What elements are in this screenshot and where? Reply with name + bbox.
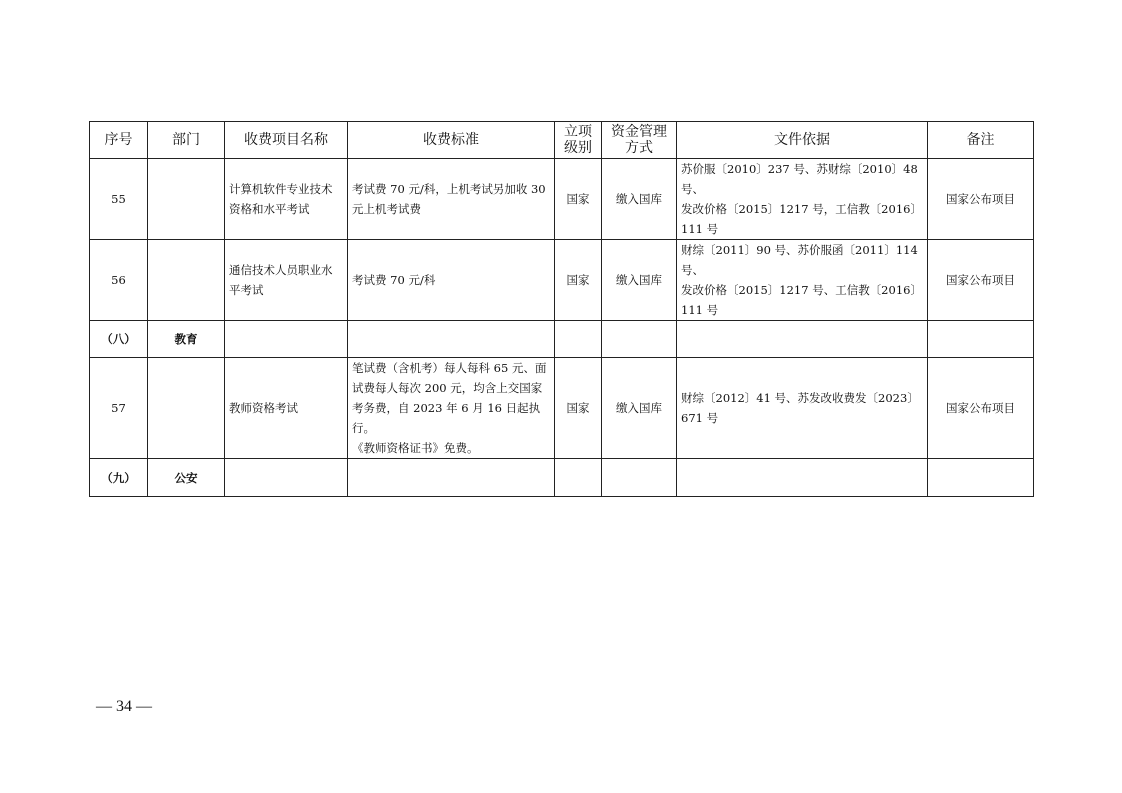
empty-cell: [677, 459, 928, 497]
row-standard: 笔试费（含机考）每人每科 65 元、面 试费每人每次 200 元，均含上交国家 考务费，自 2023 年 6 月 16 日起执行。 《教师资格证书》免费。: [348, 358, 555, 459]
empty-cell: [602, 321, 677, 358]
empty-cell: [677, 321, 928, 358]
empty-cell: [602, 459, 677, 497]
empty-cell: [928, 321, 1034, 358]
row-department: [148, 159, 225, 240]
row-item-name: 教师资格考试: [225, 358, 348, 459]
row-basis: 苏价服〔2010〕237 号、苏财综〔2010〕48 号、 发改价格〔2015〕1217 号，工信教〔2016〕 111 号: [677, 159, 928, 240]
row-remark: 国家公布项目: [928, 159, 1034, 240]
table-row: [90, 240, 1034, 321]
empty-cell: [928, 459, 1034, 497]
row-level: 国家: [555, 240, 602, 321]
table-row: [90, 159, 1034, 240]
row-fund-management: 缴入国库: [602, 159, 677, 240]
empty-cell: [348, 459, 555, 497]
row-fund-management: 缴入国库: [602, 358, 677, 459]
section-row: [90, 459, 1034, 497]
row-index: 55: [90, 159, 148, 240]
empty-cell: [555, 321, 602, 358]
empty-cell: [225, 321, 348, 358]
row-standard: 考试费 70 元/科: [348, 240, 555, 321]
empty-cell: [225, 459, 348, 497]
row-item-name: 计算机软件专业技术 资格和水平考试: [225, 159, 348, 240]
row-index: 57: [90, 358, 148, 459]
header-index: 序号: [90, 122, 148, 159]
row-fund-management: 缴入国库: [602, 240, 677, 321]
header-remark: 备注: [928, 122, 1034, 159]
row-item-name: 通信技术人员职业水 平考试: [225, 240, 348, 321]
header-row: [90, 122, 1034, 159]
row-index: 56: [90, 240, 148, 321]
section-department: 教育: [148, 321, 225, 358]
header-department: 部门: [148, 122, 225, 159]
row-standard: 考试费 70 元/科，上机考试另加收 30 元上机考试费: [348, 159, 555, 240]
row-department: [148, 358, 225, 459]
empty-cell: [348, 321, 555, 358]
row-level: 国家: [555, 358, 602, 459]
section-row: [90, 321, 1034, 358]
header-item-name: 收费项目名称: [225, 122, 348, 159]
section-department: 公安: [148, 459, 225, 497]
table-row: [90, 358, 1034, 459]
row-basis: 财综〔2012〕41 号、苏发改收费发〔2023〕 671 号: [677, 358, 928, 459]
empty-cell: [555, 459, 602, 497]
section-index: （九）: [90, 459, 148, 497]
header-standard: 收费标准: [348, 122, 555, 159]
row-department: [148, 240, 225, 321]
header-fund-management: 资金管理 方式: [602, 122, 677, 159]
row-remark: 国家公布项目: [928, 358, 1034, 459]
fee-table: [89, 121, 1034, 497]
page-number: — 34 —: [96, 698, 152, 715]
row-remark: 国家公布项目: [928, 240, 1034, 321]
header-level: 立项 级别: [555, 122, 602, 159]
header-basis: 文件依据: [677, 122, 928, 159]
row-basis: 财综〔2011〕90 号、苏价服函〔2011〕114 号、 发改价格〔2015〕1217 号、工信教〔2016〕 111 号: [677, 240, 928, 321]
section-index: （八）: [90, 321, 148, 358]
row-level: 国家: [555, 159, 602, 240]
